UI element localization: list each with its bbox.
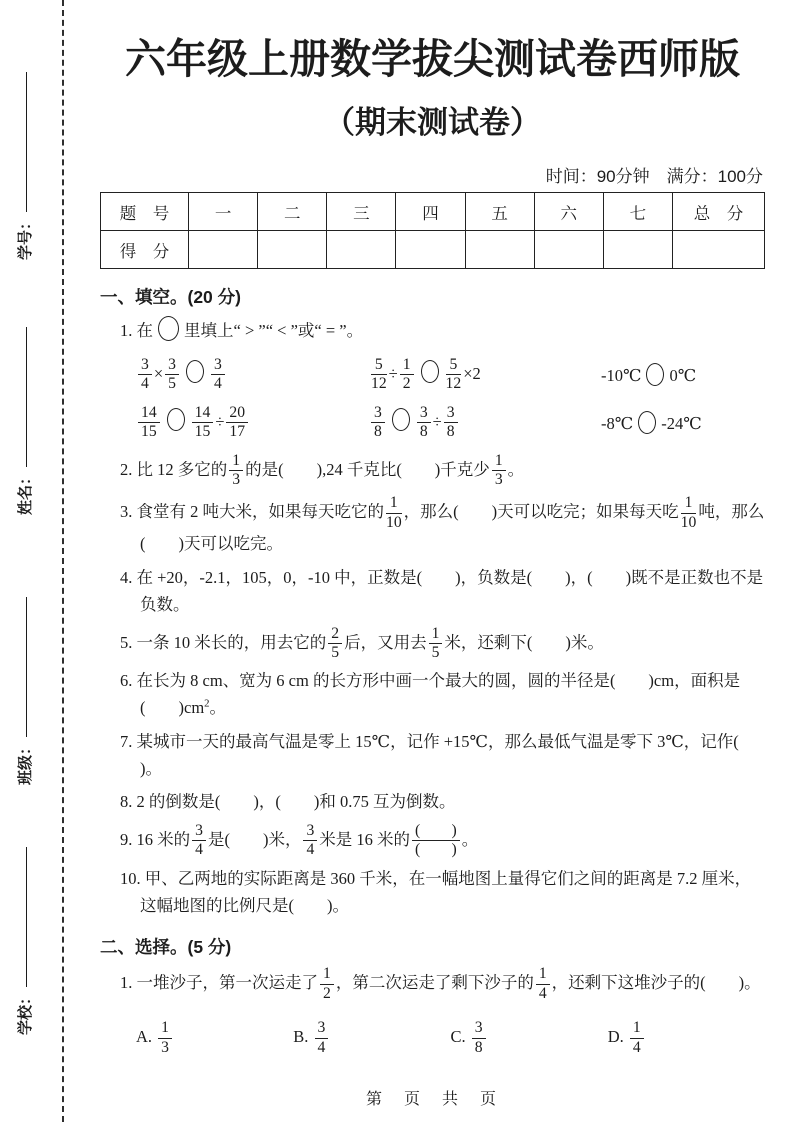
score-table-header-cell: 三 [327,193,396,231]
paper-subtitle: （期末测试卷） [324,105,541,140]
name-blank-line [26,327,27,467]
score-empty-cell [673,231,765,269]
score-empty-cell [189,231,258,269]
score-empty-cell [258,231,327,269]
option-c: C. $\frac{3}{8}$ [451,1020,608,1056]
fill-question-3: 3. 食堂有 2 吨大米，如果每天吃它的 $\frac{1}{10}$ ，那么( )天可以吃完；如果每天吃 $\frac{1}{10}$ 吨，那么 ( )天可以吃完。 [120,494,765,554]
side-field-class [14,597,35,785]
fill-question-5: 5. 一条 10 米长的，用去它的 $\frac{2}{5}$ 后，又用去 $\frac{1}{5}$ 米，还剩下( )米。 [120,624,604,661]
fraction: $\frac{20}{17}$ [226,405,248,441]
fraction: $\frac{5}{12}$ [445,355,462,393]
compare-item-e: $\frac{3}{8}$ $\frac{3}{8}$ ÷ $\frac{3}{8}$ [369,405,601,441]
score-table-header-cell: 一 [189,193,258,231]
side-field-school [14,847,35,1035]
compare-item-a: $\frac{3}{4}$ × $\frac{3}{5}$ $\frac{3}{4}$ [136,357,369,393]
fraction: $\frac{3}{4}$ [315,1020,329,1056]
compare-item-b: $\frac{5}{12}$ ÷ $\frac{1}{2}$ $\frac{5}{12}$ ×2 [371,355,481,393]
score-empty-cell [534,231,603,269]
fill-question-9: 9. 16 米的 $\frac{3}{4}$ 是( )米， $\frac{3}{4}$ 米是 16 米的 ( ) ( ) 。 [120,822,479,859]
circle-blank [167,408,185,431]
fraction: $\frac{3}{8}$ [444,405,458,441]
side-field-student-number [14,72,35,260]
paper-title: 六年级上册数学拔尖测试卷西师版 [125,36,740,82]
student-number-label: 学号： [17,214,34,260]
circle-blank [158,316,179,341]
fraction: $\frac{3}{4}$ [303,823,317,859]
circle-blank [638,411,656,434]
score-table-header-cell: 二 [258,193,327,231]
time-score-info: 时间：90分钟 满分：100分 [545,167,763,186]
fill-question-2: 2. 比 12 多它的 $\frac{1}{3}$ 的是( ),24 千克比( )千克少 $\frac{1}{3}$ 。 [120,451,525,488]
fraction: $\frac{1}{10}$ [680,494,697,531]
compare-row-1 [136,357,765,393]
choice-options-row [136,1020,765,1056]
score-table-header-cell: 六 [534,193,603,231]
cut-dashed-line [62,0,64,1122]
option-d: D. $\frac{1}{4}$ [608,1020,765,1056]
score-table-header-cell: 四 [396,193,465,231]
score-table-header-cell: 题 号 [101,193,189,231]
school-label: 学校： [17,989,34,1035]
score-empty-cell [603,231,672,269]
fraction: $\frac{1}{5}$ [429,626,443,662]
choice-question-1: 1. 一堆沙子，第一次运走了 $\frac{1}{2}$ ，第二次运走了剩下沙子的 $\frac{1}{4}$ ，还剩下这堆沙子的( )。 [120,965,761,1002]
fraction: $\frac{3}{8}$ [417,405,431,441]
compare-item-c: -10℃ 0℃ [601,363,765,386]
fraction: $\frac{14}{15}$ [192,405,214,441]
circle-blank [421,360,439,383]
option-a: A. $\frac{1}{3}$ [136,1020,293,1056]
name-label: 姓名： [17,469,34,515]
fraction: $\frac{2}{5}$ [328,626,342,662]
circle-blank [392,408,410,431]
score-table-header-cell: 七 [603,193,672,231]
score-table [100,192,765,269]
fraction: $\frac{3}{8}$ [472,1020,486,1056]
fill-question-1: 1. 在 里填上“ > ”“ < ”或“ = ”。 [100,316,765,345]
score-label-cell: 得 分 [101,231,189,269]
fraction: $\frac{3}{4}$ [138,357,152,393]
fraction: $\frac{3}{8}$ [371,405,385,441]
fraction: $\frac{5}{12}$ [371,355,387,393]
fraction: $\frac{14}{15}$ [138,405,160,441]
option-b: B. $\frac{3}{4}$ [293,1020,450,1056]
school-blank-line [26,847,27,987]
fill-question-8: 8. 2 的倒数是( )，( )和 0.75 互为倒数。 [120,792,456,812]
fill-question-10: 10. 甲、乙两地的实际距离是 360 千米，在一幅地图上量得它们之间的距离是 7.2 厘米，这幅地图的比例尺是( )。 [120,868,752,915]
page-footer: 第 页 共 页 [365,1091,499,1108]
score-table-header-cell: 总 分 [673,193,765,231]
fill-question-7: 7. 某城市一天的最高气温是零上 15℃，记作 +15℃，那么最低气温是零下 3℃，记作( )。 [120,731,772,778]
fraction: $\frac{3}{5}$ [165,357,179,393]
score-table-header-row [101,193,765,231]
fraction: $\frac{1}{10}$ [386,494,402,531]
compare-row-2 [136,405,765,441]
class-label: 班级： [17,739,34,785]
side-field-name [14,327,35,515]
square-exponent: 2 [204,697,210,710]
section2-heading: 二、选择。(5 分) [100,937,232,958]
compare-item-f: -8℃ -24℃ [601,411,765,434]
fraction: $\frac{1}{3}$ [492,453,506,489]
fraction: $\frac{1}{3}$ [229,453,243,489]
circle-blank [646,363,664,386]
student-number-blank-line [26,72,27,212]
paper-main-column [100,0,772,1056]
score-empty-cell [396,231,465,269]
score-empty-cell [327,231,396,269]
fill-question-6: 6. 在长为 8 cm、宽为 6 cm 的长方形中画一个最大的圆，圆的半径是( )cm，面积是 ( )$cm^2$。 [120,671,741,718]
section1-heading: 一、填空。(20 分) [100,287,241,307]
fraction: $\frac{3}{4}$ [192,823,206,859]
fraction: $\frac{1}{4}$ [630,1020,644,1056]
score-empty-cell [465,231,534,269]
fraction: $\frac{1}{2}$ [320,966,334,1002]
compare-item-d: $\frac{14}{15}$ $\frac{14}{15}$ ÷ $\frac{20}{17}$ [136,405,369,441]
score-table-score-row [101,231,765,269]
fraction: $\frac{1}{3}$ [158,1020,172,1056]
circle-blank [186,360,204,383]
fill-question-4: 4. 在 +20，-2.1，105，0，-10 中，正数是( )，负数是( )，( )既不是正数也不是负数。 [120,568,764,614]
fraction: $\frac{3}{4}$ [211,357,225,393]
class-blank-line [26,597,27,737]
fraction: $\frac{1}{4}$ [536,966,550,1002]
blank-fraction: ( ) ( ) [412,823,460,859]
fraction: $\frac{1}{2}$ [400,357,414,393]
score-table-header-cell: 五 [465,193,534,231]
